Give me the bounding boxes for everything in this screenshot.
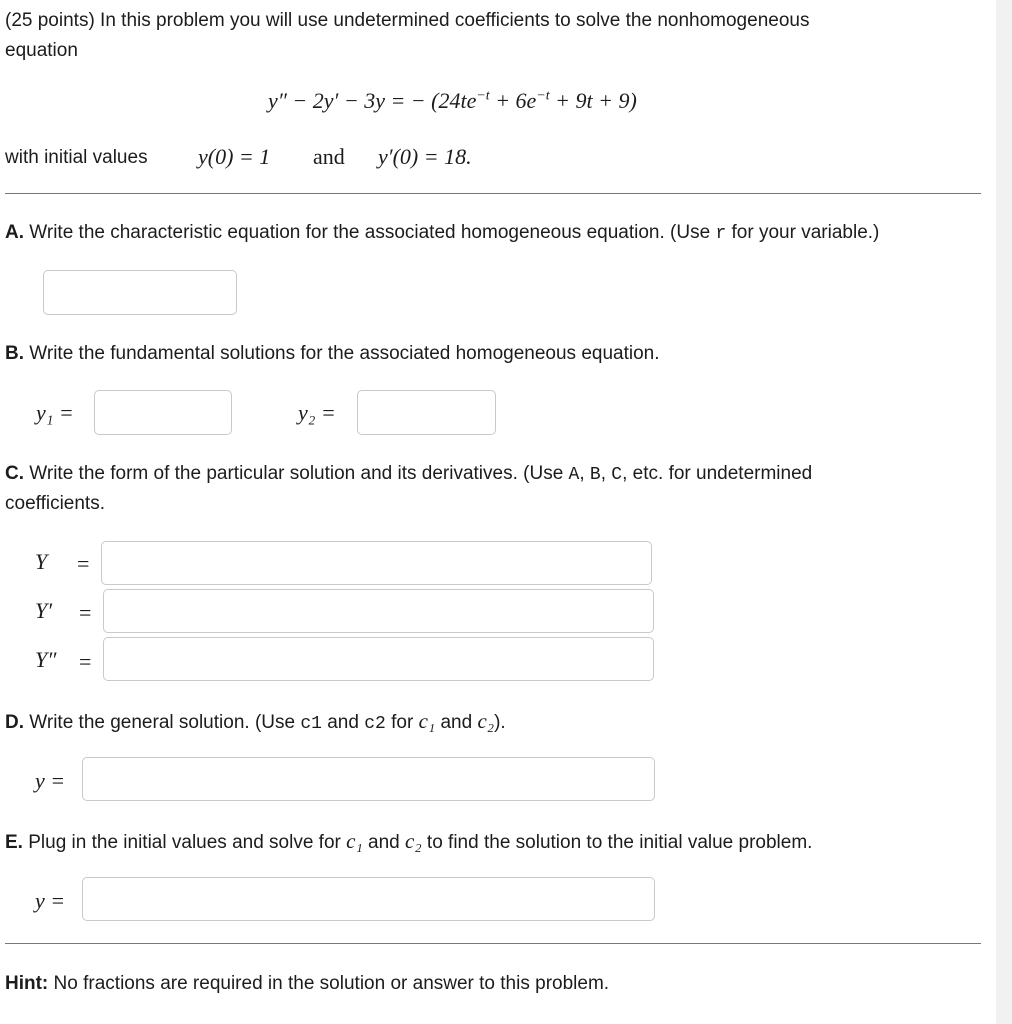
y2-label: y₂ =	[298, 400, 336, 425]
general-solution-label: y =	[35, 768, 66, 793]
part-c-text-after: , etc. for undetermined	[622, 463, 813, 484]
divider-top	[5, 193, 981, 194]
part-e-and: and	[362, 832, 406, 853]
equation-rhs: + 9t + 9)	[549, 88, 637, 113]
part-c-code-c: C	[611, 465, 623, 485]
part-e-text-after: to find the solution to the initial value problem.	[421, 832, 813, 853]
part-e-c2: c₂	[405, 829, 422, 853]
part-d-prompt	[5, 709, 506, 734]
hint-text: No fractions are required in the solution or answer to this problem.	[48, 973, 610, 994]
Y-label: Y	[35, 549, 48, 574]
initial-condition-2: y′(0) = 18.	[378, 144, 472, 169]
intro-line-1: (25 points) In this problem you will use undetermined coefficients to solve the nonhomogeneous	[5, 10, 810, 31]
part-c-code-b: B	[589, 465, 601, 485]
part-a-code: r	[715, 224, 727, 244]
part-c-code-a: A	[568, 465, 580, 485]
y1-label: y₁ =	[36, 400, 74, 425]
initial-values-and: and	[313, 144, 345, 169]
equation-exp-1: −t	[476, 88, 490, 104]
part-d-c1: c₁	[418, 709, 436, 733]
part-d-for: for	[385, 712, 419, 733]
part-d-code-c1: c1	[300, 714, 322, 734]
Y-prime-equals: =	[79, 600, 92, 625]
ivp-solution-input[interactable]	[82, 877, 655, 921]
Y-equals: =	[77, 551, 90, 576]
equation-lhs: y″ − 2y′ − 3y = − (24te	[268, 88, 477, 113]
part-d-text-after: ).	[494, 712, 506, 733]
part-c-text: Write the form of the particular solution and its derivatives. (Use	[24, 463, 569, 484]
part-c-line-2: coefficients.	[5, 493, 105, 514]
part-d-letter: D.	[5, 712, 24, 733]
part-e-prompt	[5, 829, 812, 854]
part-e-letter: E.	[5, 832, 23, 853]
part-b-letter: B.	[5, 343, 24, 364]
part-e-text: Plug in the initial values and solve for	[22, 832, 347, 853]
ivp-solution-label: y =	[35, 888, 66, 913]
part-c-letter: C.	[5, 463, 24, 484]
part-d-text: Write the general solution. (Use	[24, 712, 301, 733]
particular-Y-prime-input[interactable]	[103, 589, 654, 633]
part-a-letter: A.	[5, 222, 24, 243]
initial-values-label: with initial values	[5, 147, 148, 168]
particular-Y-double-prime-input[interactable]	[103, 637, 654, 681]
differential-equation	[268, 88, 637, 114]
Y-prime-label: Y′	[35, 598, 53, 623]
part-d-code-c2: c2	[364, 714, 386, 734]
equation-exp-2: −t	[536, 88, 550, 104]
y1-input[interactable]	[94, 390, 232, 435]
characteristic-equation-input[interactable]	[43, 270, 237, 315]
part-b-prompt	[5, 343, 660, 365]
part-a-text-after: for your variable.)	[726, 222, 880, 243]
hint-label: Hint:	[5, 973, 49, 994]
y2-input[interactable]	[357, 390, 496, 435]
intro-line-2: equation	[5, 40, 78, 61]
general-solution-input[interactable]	[82, 757, 655, 801]
part-a-prompt	[5, 222, 879, 244]
part-b-text: Write the fundamental solutions for the associated homogeneous equation.	[24, 343, 660, 364]
particular-Y-input[interactable]	[101, 541, 652, 585]
Y-double-prime-label: Y″	[35, 647, 57, 672]
initial-condition-1: y(0) = 1	[198, 144, 271, 169]
part-c-prompt: C. Write the form of the particular solution and its derivatives. (Use A, B, C, etc. for undetermined	[5, 463, 813, 485]
hint	[5, 973, 609, 995]
part-e-c1: c₁	[346, 829, 363, 853]
right-scroll-strip	[996, 0, 1012, 1024]
divider-bottom	[5, 943, 981, 944]
part-d-and: and	[321, 712, 365, 733]
equation-mid: + 6e	[489, 88, 537, 113]
part-d-and-2: and	[435, 712, 478, 733]
part-d-c2: c₂	[477, 709, 495, 733]
part-a-text: Write the characteristic equation for the associated homogeneous equation. (Use	[24, 222, 716, 243]
Y-double-prime-equals: =	[79, 649, 92, 674]
